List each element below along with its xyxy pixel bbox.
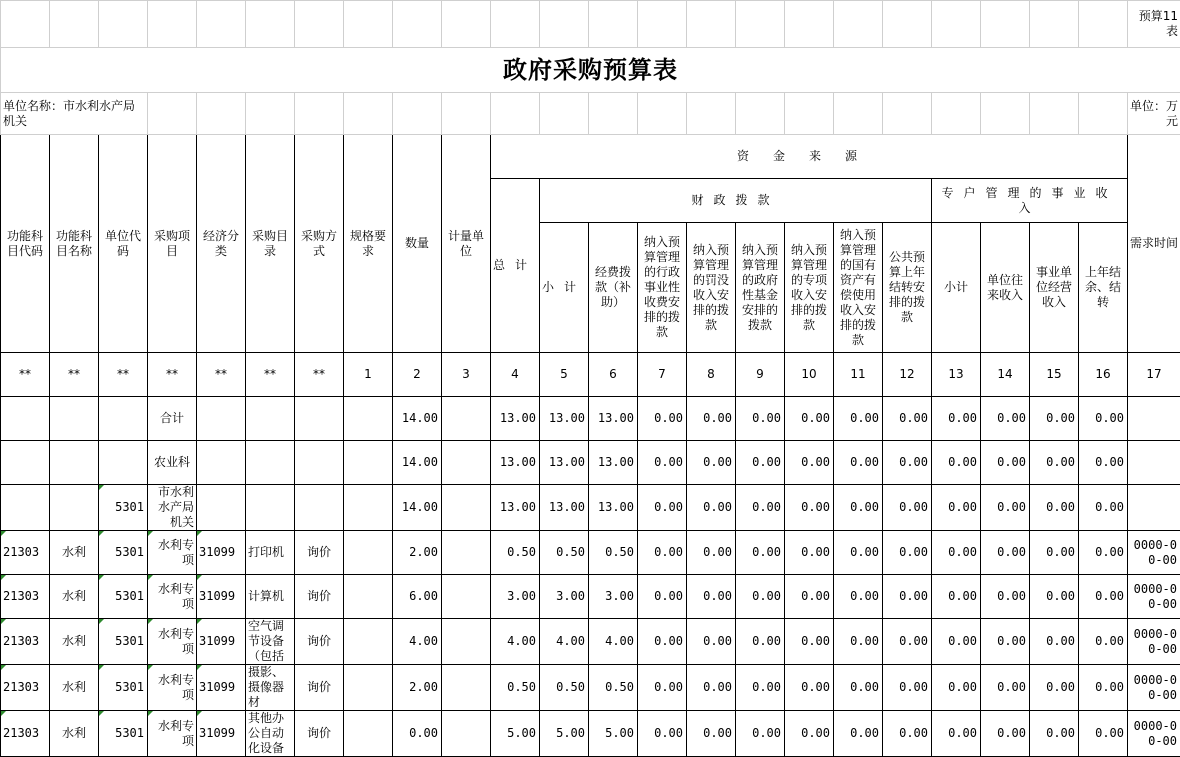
cell-amount[interactable]: 0.50 xyxy=(540,531,589,575)
cell-amount[interactable]: 0.00 xyxy=(883,575,932,619)
index-cell[interactable]: 11 xyxy=(834,353,883,397)
index-cell[interactable]: 17 xyxy=(1128,353,1180,397)
cell-amount[interactable]: 0.00 xyxy=(932,397,981,441)
cell-econ[interactable]: 31099 xyxy=(197,531,246,575)
cell-amount[interactable]: 0.00 xyxy=(932,665,981,711)
cell-amount[interactable]: 0.00 xyxy=(736,531,785,575)
index-cell[interactable]: 16 xyxy=(1079,353,1128,397)
cell-amount[interactable]: 0.00 xyxy=(1030,619,1079,665)
cell-spec[interactable] xyxy=(344,441,393,485)
header-special-subtotal[interactable]: 小计 xyxy=(932,223,981,353)
index-cell[interactable]: 1 xyxy=(344,353,393,397)
cell-func-code[interactable]: 21303 xyxy=(1,531,50,575)
cell-amount[interactable]: 0.00 xyxy=(883,711,932,757)
cell-func-code[interactable]: 21303 xyxy=(1,575,50,619)
cell-amount[interactable]: 5.00 xyxy=(540,711,589,757)
cell-amount[interactable]: 0.00 xyxy=(638,485,687,531)
cell-econ[interactable]: 31099 xyxy=(197,619,246,665)
cell-func-name[interactable] xyxy=(50,485,99,531)
index-cell[interactable]: ** xyxy=(295,353,344,397)
cell-unit-code[interactable]: 5301 xyxy=(99,619,148,665)
cell-amount[interactable]: 0.00 xyxy=(785,665,834,711)
cell-amount[interactable]: 13.00 xyxy=(491,397,540,441)
cell-amount[interactable]: 0.00 xyxy=(981,531,1030,575)
cell-amount[interactable]: 0.00 xyxy=(687,619,736,665)
cell-func-name[interactable]: 水利 xyxy=(50,665,99,711)
cell-spec[interactable] xyxy=(344,575,393,619)
header-carryover[interactable]: 公共预算上年结转安排的拨款 xyxy=(883,223,932,353)
cell-demand-time[interactable]: 0000-00-00 xyxy=(1128,619,1180,665)
cell-demand-time[interactable]: 0000-00-00 xyxy=(1128,531,1180,575)
cell-measure[interactable] xyxy=(442,711,491,757)
table-row xyxy=(1,665,1180,711)
cell-spec[interactable] xyxy=(344,711,393,757)
cell-method[interactable]: 询价 xyxy=(295,531,344,575)
index-cell[interactable]: 15 xyxy=(1030,353,1079,397)
cell-func-code[interactable]: 21303 xyxy=(1,665,50,711)
cell-func-code[interactable] xyxy=(1,485,50,531)
cell-amount[interactable]: 0.00 xyxy=(1079,441,1128,485)
cell-amount[interactable]: 13.00 xyxy=(589,397,638,441)
header-unit-code[interactable]: 单位代码 xyxy=(99,135,148,353)
header-funds[interactable]: 资金来源 xyxy=(491,135,1128,179)
cell-unit-code[interactable]: 5301 xyxy=(99,531,148,575)
cell-amount[interactable]: 0.00 xyxy=(834,441,883,485)
cell-unit-code[interactable]: 5301 xyxy=(99,665,148,711)
cell-amount[interactable]: 0.00 xyxy=(638,665,687,711)
cell-amount[interactable]: 0.00 xyxy=(687,531,736,575)
cell-econ[interactable]: 31099 xyxy=(197,665,246,711)
cell-demand-time[interactable] xyxy=(1128,485,1180,531)
cell-amount[interactable]: 0.00 xyxy=(834,485,883,531)
cell-amount[interactable]: 13.00 xyxy=(540,485,589,531)
cell-catalog[interactable]: 计算机 xyxy=(246,575,295,619)
header-demand-time[interactable]: 需求时间 xyxy=(1128,135,1180,353)
index-cell[interactable]: ** xyxy=(1,353,50,397)
unit-label[interactable]: 单位：万元 xyxy=(1128,93,1180,135)
cell-amount[interactable]: 3.00 xyxy=(491,575,540,619)
cell-amount[interactable]: 0.00 xyxy=(1079,619,1128,665)
cell-item[interactable]: 市水利水产局机关 xyxy=(148,485,197,531)
cell-catalog[interactable] xyxy=(246,397,295,441)
cell-amount[interactable]: 0.00 xyxy=(736,711,785,757)
cell-measure[interactable] xyxy=(442,531,491,575)
cell-amount[interactable]: 0.00 xyxy=(736,485,785,531)
cell-amount[interactable]: 13.00 xyxy=(540,441,589,485)
cell-demand-time[interactable]: 0000-00-00 xyxy=(1128,575,1180,619)
header-state-asset[interactable]: 纳入预算管理的国有资产有偿使用收入安排的拨款 xyxy=(834,223,883,353)
cell-amount[interactable]: 0.00 xyxy=(883,441,932,485)
cell-amount[interactable]: 0.00 xyxy=(834,665,883,711)
header-business[interactable]: 事业单位经营收入 xyxy=(1030,223,1079,353)
cell-amount[interactable]: 0.00 xyxy=(687,711,736,757)
cell-qty[interactable]: 0.00 xyxy=(393,711,442,757)
cell-amount[interactable]: 13.00 xyxy=(589,485,638,531)
cell-method[interactable] xyxy=(295,441,344,485)
cell-func-code[interactable]: 21303 xyxy=(1,711,50,757)
cell-amount[interactable]: 0.00 xyxy=(687,485,736,531)
index-cell[interactable]: 2 xyxy=(393,353,442,397)
cell-unit-code[interactable] xyxy=(99,441,148,485)
cell-amount[interactable]: 0.00 xyxy=(1079,485,1128,531)
cell-econ[interactable]: 31099 xyxy=(197,575,246,619)
cell-amount[interactable]: 0.00 xyxy=(981,619,1030,665)
index-cell[interactable]: 13 xyxy=(932,353,981,397)
cell-qty[interactable]: 14.00 xyxy=(393,397,442,441)
cell-item[interactable]: 合计 xyxy=(148,397,197,441)
cell-amount[interactable]: 4.00 xyxy=(589,619,638,665)
cell-amount[interactable]: 0.00 xyxy=(785,397,834,441)
cell-unit-code[interactable]: 5301 xyxy=(99,485,148,531)
cell-method[interactable] xyxy=(295,397,344,441)
cell-amount[interactable]: 5.00 xyxy=(589,711,638,757)
cell-amount[interactable]: 0.50 xyxy=(540,665,589,711)
cell-amount[interactable]: 0.50 xyxy=(491,531,540,575)
cell-amount[interactable]: 0.00 xyxy=(1079,711,1128,757)
cell-amount[interactable]: 0.00 xyxy=(932,441,981,485)
cell-qty[interactable]: 6.00 xyxy=(393,575,442,619)
cell-catalog[interactable]: 空气调节设备（包括 xyxy=(246,619,295,665)
index-row xyxy=(1,353,1180,397)
cell-amount[interactable]: 4.00 xyxy=(491,619,540,665)
cell-spec[interactable] xyxy=(344,485,393,531)
cell-amount[interactable]: 0.00 xyxy=(1079,397,1128,441)
cell-demand-time[interactable]: 0000-00-00 xyxy=(1128,665,1180,711)
cell-catalog[interactable] xyxy=(246,441,295,485)
cell-amount[interactable]: 13.00 xyxy=(540,397,589,441)
cell-amount[interactable]: 0.00 xyxy=(834,711,883,757)
cell-amount[interactable]: 0.00 xyxy=(834,397,883,441)
cell-amount[interactable]: 0.50 xyxy=(491,665,540,711)
header-spec[interactable]: 规格要求 xyxy=(344,135,393,353)
cell-func-name[interactable]: 水利 xyxy=(50,575,99,619)
cell-spec[interactable] xyxy=(344,397,393,441)
cell-measure[interactable] xyxy=(442,619,491,665)
cell-amount[interactable]: 0.00 xyxy=(638,397,687,441)
cell-amount[interactable]: 0.00 xyxy=(932,711,981,757)
cell-demand-time[interactable]: 0000-00-00 xyxy=(1128,711,1180,757)
cell-amount[interactable]: 0.00 xyxy=(736,665,785,711)
cell-unit-code[interactable]: 5301 xyxy=(99,575,148,619)
cell-func-code[interactable]: 21303 xyxy=(1,619,50,665)
cell-amount[interactable]: 0.00 xyxy=(785,485,834,531)
form-number[interactable]: 预算11表 xyxy=(1128,1,1180,48)
cell-amount[interactable]: 0.00 xyxy=(883,619,932,665)
cell-func-code[interactable] xyxy=(1,397,50,441)
cell-unit-code[interactable] xyxy=(99,397,148,441)
cell-qty[interactable]: 4.00 xyxy=(393,619,442,665)
cell-item[interactable]: 农业科 xyxy=(148,441,197,485)
cell-func-name[interactable]: 水利 xyxy=(50,619,99,665)
header-special[interactable]: 专户管理的事业收入 xyxy=(932,179,1128,223)
header-gov-fund[interactable]: 纳入预算管理的政府性基金安排的拨款 xyxy=(736,223,785,353)
cell-item[interactable]: 水利专项 xyxy=(148,531,197,575)
index-cell[interactable]: 6 xyxy=(589,353,638,397)
cell-amount[interactable]: 0.00 xyxy=(981,575,1030,619)
cell-amount[interactable]: 0.00 xyxy=(687,397,736,441)
cell-amount[interactable]: 0.00 xyxy=(736,441,785,485)
page-title[interactable]: 政府采购预算表 xyxy=(1,48,1180,93)
cell-qty[interactable]: 14.00 xyxy=(393,485,442,531)
cell-amount[interactable]: 0.00 xyxy=(834,575,883,619)
cell-econ[interactable]: 31099 xyxy=(197,711,246,757)
cell-method[interactable]: 询价 xyxy=(295,711,344,757)
cell-econ[interactable] xyxy=(197,441,246,485)
index-cell[interactable]: 3 xyxy=(442,353,491,397)
cell-item[interactable]: 水利专项 xyxy=(148,711,197,757)
header-total[interactable]: 总计 xyxy=(491,179,540,353)
cell-qty[interactable]: 2.00 xyxy=(393,531,442,575)
cell-amount[interactable]: 0.00 xyxy=(1030,575,1079,619)
cell-amount[interactable]: 0.00 xyxy=(1030,441,1079,485)
cell-amount[interactable]: 0.00 xyxy=(638,441,687,485)
index-cell[interactable]: ** xyxy=(148,353,197,397)
header-admin-fee[interactable]: 纳入预算管理的行政事业性收费安排的拨款 xyxy=(638,223,687,353)
cell-amount[interactable]: 0.00 xyxy=(1030,711,1079,757)
header-item[interactable]: 采购项目 xyxy=(148,135,197,353)
cell-unit-code[interactable]: 5301 xyxy=(99,711,148,757)
header-special-income[interactable]: 纳入预算管理的专项收入安排的拨款 xyxy=(785,223,834,353)
cell-func-code[interactable] xyxy=(1,441,50,485)
cell-amount[interactable]: 0.00 xyxy=(687,575,736,619)
cell-amount[interactable]: 0.00 xyxy=(1030,485,1079,531)
header-fiscal[interactable]: 财政拨款 xyxy=(540,179,932,223)
cell-amount[interactable]: 0.00 xyxy=(883,397,932,441)
cell-item[interactable]: 水利专项 xyxy=(148,619,197,665)
header-penalty[interactable]: 纳入预算管理的罚没收入安排的拨款 xyxy=(687,223,736,353)
cell-func-name[interactable] xyxy=(50,441,99,485)
cell-measure[interactable] xyxy=(442,665,491,711)
cell-amount[interactable]: 13.00 xyxy=(589,441,638,485)
header-measure[interactable]: 计量单位 xyxy=(442,135,491,353)
cell-amount[interactable]: 0.00 xyxy=(1030,397,1079,441)
cell-amount[interactable]: 0.50 xyxy=(589,531,638,575)
header-func-name[interactable]: 功能科目名称 xyxy=(50,135,99,353)
index-cell[interactable]: 12 xyxy=(883,353,932,397)
cell-method[interactable] xyxy=(295,485,344,531)
cell-demand-time[interactable] xyxy=(1128,397,1180,441)
cell-amount[interactable]: 0.00 xyxy=(638,711,687,757)
cell-amount[interactable]: 0.00 xyxy=(834,531,883,575)
cell-amount[interactable]: 0.00 xyxy=(883,665,932,711)
cell-amount[interactable]: 13.00 xyxy=(491,441,540,485)
cell-catalog[interactable] xyxy=(246,485,295,531)
cell-amount[interactable]: 0.00 xyxy=(1079,531,1128,575)
cell-amount[interactable]: 0.00 xyxy=(736,575,785,619)
index-cell[interactable]: 9 xyxy=(736,353,785,397)
table-row xyxy=(1,397,1180,441)
cell-amount[interactable]: 0.00 xyxy=(736,397,785,441)
cell-amount[interactable]: 0.00 xyxy=(932,575,981,619)
cell-amount[interactable]: 0.00 xyxy=(981,397,1030,441)
cell-amount[interactable]: 0.00 xyxy=(785,531,834,575)
cell-amount[interactable]: 0.00 xyxy=(736,619,785,665)
cell-method[interactable]: 询价 xyxy=(295,665,344,711)
index-cell[interactable]: ** xyxy=(246,353,295,397)
cell-func-name[interactable]: 水利 xyxy=(50,711,99,757)
index-cell[interactable]: ** xyxy=(50,353,99,397)
cell-measure[interactable] xyxy=(442,397,491,441)
cell-econ[interactable] xyxy=(197,397,246,441)
cell-amount[interactable]: 0.00 xyxy=(981,711,1030,757)
cell-qty[interactable]: 14.00 xyxy=(393,441,442,485)
cell-amount[interactable]: 0.00 xyxy=(981,665,1030,711)
cell-amount[interactable]: 0.00 xyxy=(883,485,932,531)
cell-amount[interactable]: 0.00 xyxy=(1030,665,1079,711)
cell-item[interactable]: 水利专项 xyxy=(148,665,197,711)
cell-amount[interactable]: 0.00 xyxy=(932,531,981,575)
header-method[interactable]: 采购方式 xyxy=(295,135,344,353)
table-row xyxy=(1,441,1180,485)
cell-measure[interactable] xyxy=(442,485,491,531)
index-cell[interactable]: ** xyxy=(197,353,246,397)
unit-name-label[interactable]: 单位名称：市水利水产局机关 xyxy=(1,93,148,135)
cell-measure[interactable] xyxy=(442,575,491,619)
cell-spec[interactable] xyxy=(344,665,393,711)
table-row xyxy=(1,711,1180,757)
index-cell[interactable]: 8 xyxy=(687,353,736,397)
header-unit-income[interactable]: 单位往来收入 xyxy=(981,223,1030,353)
header-qty[interactable]: 数量 xyxy=(393,135,442,353)
index-cell[interactable]: 5 xyxy=(540,353,589,397)
cell-amount[interactable]: 0.00 xyxy=(932,485,981,531)
cell-amount[interactable]: 0.00 xyxy=(687,441,736,485)
cell-amount[interactable]: 0.00 xyxy=(883,531,932,575)
cell-catalog[interactable]: 打印机 xyxy=(246,531,295,575)
index-cell[interactable]: 14 xyxy=(981,353,1030,397)
cell-amount[interactable]: 0.00 xyxy=(687,665,736,711)
cell-func-name[interactable] xyxy=(50,397,99,441)
cell-amount[interactable]: 0.50 xyxy=(589,665,638,711)
table-row xyxy=(1,619,1180,665)
cell-amount[interactable]: 0.00 xyxy=(1079,575,1128,619)
table-row xyxy=(1,575,1180,619)
cell-econ[interactable] xyxy=(197,485,246,531)
cell-spec[interactable] xyxy=(344,619,393,665)
index-cell[interactable]: 7 xyxy=(638,353,687,397)
cell-amount[interactable]: 0.00 xyxy=(638,619,687,665)
cell-amount[interactable]: 0.00 xyxy=(785,441,834,485)
cell-amount[interactable]: 4.00 xyxy=(540,619,589,665)
cell-item[interactable]: 水利专项 xyxy=(148,575,197,619)
header-fiscal-subtotal[interactable]: 小计 xyxy=(540,223,589,353)
header-econ[interactable]: 经济分类 xyxy=(197,135,246,353)
cell-amount[interactable]: 3.00 xyxy=(589,575,638,619)
table-row xyxy=(1,531,1180,575)
cell-amount[interactable]: 5.00 xyxy=(491,711,540,757)
data-rows xyxy=(1,397,1180,757)
index-cell[interactable]: ** xyxy=(99,353,148,397)
cell-catalog[interactable]: 摄影、摄像器材 xyxy=(246,665,295,711)
index-cell[interactable]: 4 xyxy=(491,353,540,397)
cell-amount[interactable]: 0.00 xyxy=(981,441,1030,485)
cell-amount[interactable]: 0.00 xyxy=(932,619,981,665)
cell-amount[interactable]: 0.00 xyxy=(981,485,1030,531)
cell-func-name[interactable]: 水利 xyxy=(50,531,99,575)
cell-demand-time[interactable] xyxy=(1128,441,1180,485)
header-balance[interactable]: 上年结余、结转 xyxy=(1079,223,1128,353)
table-row xyxy=(1,485,1180,531)
cell-amount[interactable]: 0.00 xyxy=(785,619,834,665)
cell-measure[interactable] xyxy=(442,441,491,485)
cell-amount[interactable]: 13.00 xyxy=(491,485,540,531)
cell-amount[interactable]: 0.00 xyxy=(785,711,834,757)
cell-amount[interactable]: 0.00 xyxy=(1030,531,1079,575)
cell-amount[interactable]: 0.00 xyxy=(834,619,883,665)
cell-amount[interactable]: 0.00 xyxy=(638,531,687,575)
cell-method[interactable]: 询价 xyxy=(295,575,344,619)
cell-amount[interactable]: 3.00 xyxy=(540,575,589,619)
cell-method[interactable]: 询价 xyxy=(295,619,344,665)
header-catalog[interactable]: 采购目录 xyxy=(246,135,295,353)
cell-amount[interactable]: 0.00 xyxy=(638,575,687,619)
cell-amount[interactable]: 0.00 xyxy=(1079,665,1128,711)
index-cell[interactable]: 10 xyxy=(785,353,834,397)
header-func-code[interactable]: 功能科目代码 xyxy=(1,135,50,353)
header-appropriation[interactable]: 经费拨款（补助） xyxy=(589,223,638,353)
cell-spec[interactable] xyxy=(344,531,393,575)
cell-catalog[interactable]: 其他办公自动化设备 xyxy=(246,711,295,757)
cell-amount[interactable]: 0.00 xyxy=(785,575,834,619)
cell-qty[interactable]: 2.00 xyxy=(393,665,442,711)
